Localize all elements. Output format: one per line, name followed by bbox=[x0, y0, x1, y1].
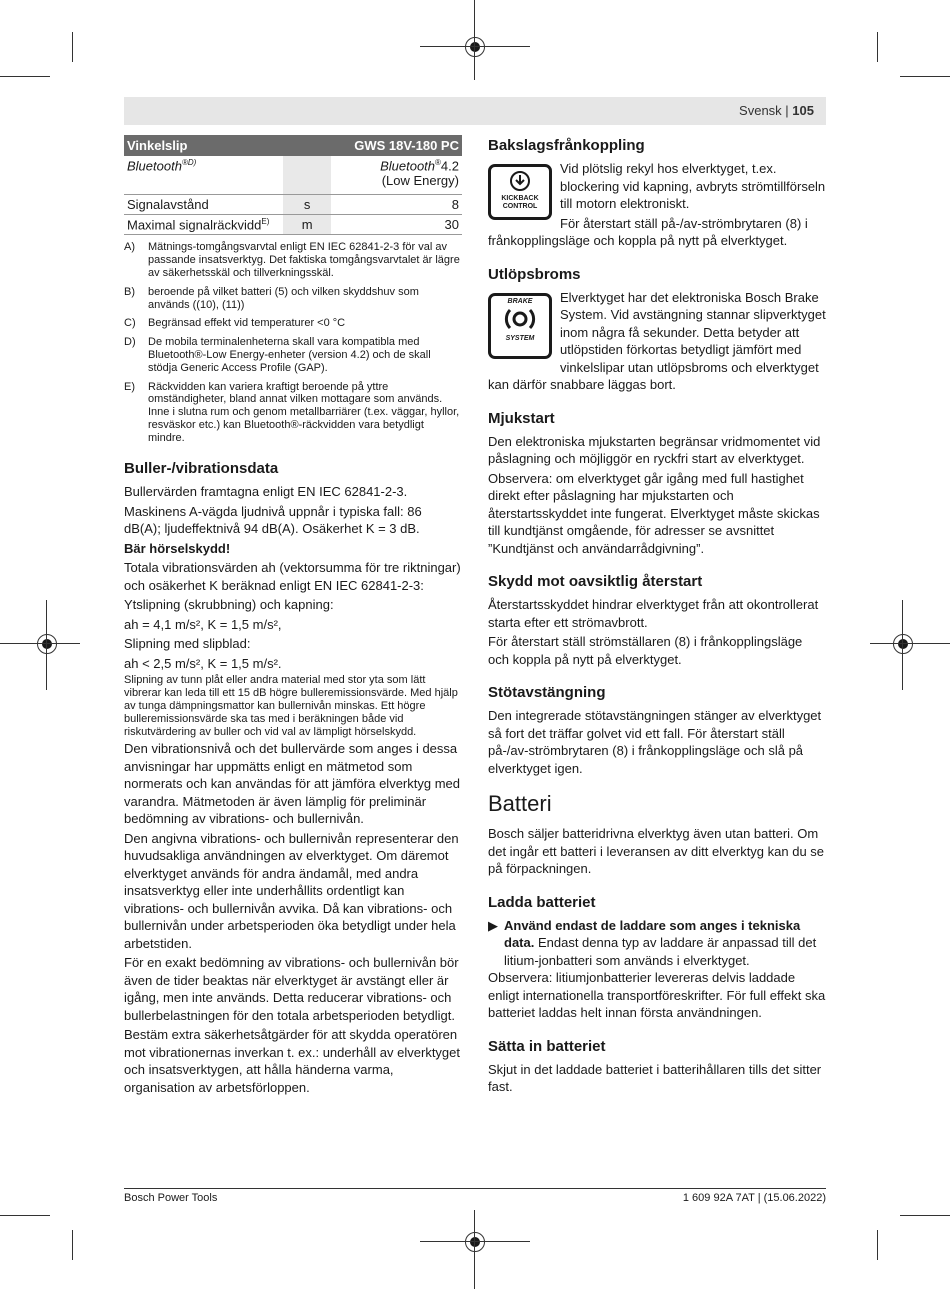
kickback-icon-label: KICKBACK CONTROL bbox=[501, 195, 539, 210]
vibration-value: ah < 2,5 m/s², K = 1,5 m/s². bbox=[124, 655, 282, 671]
paragraph: Totala vibrationsvärden ah (vektorsumma för tre riktningar) och osäkerhet K beräknad enligt EN IEC 62841-2-3: bbox=[124, 560, 461, 593]
spec-label: Maximal signalräckvidd$^{E)}$ bbox=[124, 215, 283, 235]
crop-line bbox=[0, 1215, 50, 1216]
footnote-text: Mätnings-tomgångsvarvtal enligt EN IEC 62841-2-3 för val av passande insatsverktyg. Det faktiska tomgångsvarvtalet är lägre av säkerhetsskäl och tillverkningsskäl. bbox=[148, 241, 460, 279]
spec-table bbox=[124, 135, 462, 235]
footnote bbox=[124, 336, 462, 374]
crop-line bbox=[420, 1241, 530, 1242]
chapter-heading-battery: Batteri bbox=[488, 791, 552, 816]
table-row bbox=[124, 156, 462, 195]
section-heading-brake: Utlöpsbroms bbox=[488, 265, 581, 283]
registration-mark-left bbox=[37, 634, 57, 654]
crop-line bbox=[877, 32, 878, 62]
paragraph: Skjut in det laddade batteriet i batterihållaren tills det sitter fast. bbox=[488, 1061, 822, 1094]
crop-line bbox=[72, 1230, 73, 1260]
paragraph: Bosch säljer batteridrivna elverktyg även utan batteri. Om det ingår ett batteri i leveransen av ditt elverktyg kan du se på förpackningen. bbox=[488, 826, 825, 876]
spec-header-label: Vinkelslip bbox=[124, 135, 331, 156]
spec-unit bbox=[283, 156, 331, 195]
paragraph: Återstartsskyddet hindrar elverktyget från att okontrollerat starta efter ett strömavbrott. bbox=[488, 597, 819, 630]
paragraph: Bullervärden framtagna enligt EN IEC 62841-2-3. bbox=[124, 484, 408, 500]
paragraph: Den integrerade stötavstängningen stänger av elverktyget så fort det träffar golvet vid ett fall. För återstart ställ på-/av-strömbrytaren (8) i frånkopplingsläge och slå på elverktyget igen. bbox=[488, 708, 822, 776]
footnote bbox=[124, 317, 462, 330]
kickback-section bbox=[488, 160, 826, 250]
brake-icon-label-bottom: SYSTEM bbox=[505, 334, 535, 342]
vibration-value: ah = 4,1 m/s², K = 1,5 m/s², bbox=[124, 616, 282, 632]
crop-line bbox=[474, 1210, 475, 1289]
spec-value: Bluetooth®4.2 (Low Energy) bbox=[343, 156, 462, 195]
spec-value: 30 bbox=[343, 215, 462, 235]
spec-label: Signalavstånd bbox=[124, 195, 283, 215]
paragraph: Ytslipning (skrubbning) och kapning: bbox=[124, 597, 334, 613]
paragraph: Bestäm extra säkerhetsåtgärder för att skydda operatören mot vibrationernas inverkan t. ex.: underhåll av elverktyget och insatsverktygen, att hålla händerna varma, organisation av arbetsförloppen. bbox=[124, 1027, 461, 1095]
footnote-key: D) bbox=[124, 336, 136, 349]
footnote-key: E) bbox=[124, 380, 135, 393]
spec-label: Bluetooth$^{®D)}$ bbox=[124, 156, 283, 195]
footer-publisher: Bosch Power Tools bbox=[124, 1192, 218, 1204]
spec-table-header bbox=[124, 135, 462, 156]
brake-section bbox=[488, 289, 826, 394]
kickback-control-icon bbox=[488, 164, 552, 220]
triangle-bullet-icon: ▶ bbox=[488, 917, 498, 933]
page-header-label: Svensk | 105 bbox=[739, 103, 814, 118]
table-row bbox=[124, 195, 462, 215]
table-footnotes bbox=[124, 241, 462, 444]
section-heading-insert: Sätta in batteriet bbox=[488, 1037, 606, 1055]
list-item bbox=[488, 917, 826, 970]
crop-line bbox=[0, 643, 80, 644]
brake-system-icon bbox=[488, 293, 552, 359]
crop-line bbox=[0, 76, 50, 77]
section-heading-softstart: Mjukstart bbox=[488, 409, 555, 427]
section-heading-charge: Ladda batteriet bbox=[488, 893, 596, 911]
registration-mark-bottom bbox=[465, 1232, 485, 1252]
table-row bbox=[124, 215, 462, 235]
paragraph: Slipning med slipblad: bbox=[124, 636, 251, 652]
footnote-key: C) bbox=[124, 317, 136, 330]
section-heading-restart: Skydd mot oavsiktlig återstart bbox=[488, 573, 703, 590]
section-heading-shock: Stötavstängning bbox=[488, 684, 606, 701]
spec-unit: m bbox=[283, 215, 331, 235]
footer-docnumber: 1 609 92A 7AT | (15.06.2022) bbox=[682, 1192, 826, 1204]
footnote bbox=[124, 286, 462, 312]
page-number: 105 bbox=[792, 103, 814, 118]
paragraph: Maskinens A-vägda ljudnivå uppnår i typiska fall: 86 dB(A); ljudeffektnivå 94 dB(A). Osäkerhet K = 3 dB. bbox=[124, 503, 422, 537]
paragraph: Den vibrationsnivå och det bullervärde som anges i dessa anvisningar har uppmätts enligt en mätmetod som normerats och kan användas för att jämföra elverktyg med varandra. Mätmetoden är även lämplig för preliminär bedömning av vibrations- och bullernivån. bbox=[124, 741, 460, 827]
spec-value: 8 bbox=[343, 195, 462, 215]
spec-unit: s bbox=[283, 195, 331, 215]
footnote-text: Begränsad effekt vid temperaturer <0 °C bbox=[148, 317, 346, 330]
footnote-key: A) bbox=[124, 241, 135, 254]
crop-line bbox=[474, 0, 475, 80]
spec-header-model: GWS 18V-180 PC bbox=[343, 135, 462, 156]
bullet-text: Endast denna typ av laddare är anpassad till det litium-jonbatteri som används i elverktyget. bbox=[504, 935, 817, 968]
crop-line bbox=[870, 643, 950, 644]
crop-line bbox=[900, 1215, 950, 1216]
paragraph: Den elektroniska mjukstarten begränsar vridmomentet vid påslagning och möjliggör en ryckfri start av elverktyget. bbox=[488, 433, 821, 466]
footnote-text: beroende på vilket batteri (5) och vilken skyddshuv som används ((10), (11)) bbox=[148, 285, 419, 311]
paragraph: Elverktyget har det elektroniska Bosch Brake System. Vid avstängning stannar slipverktyget inom några få sekunder. Detta betyder att utlöpstiden förkortas betydligt jämfört med vinkelslipar utan utlöpsbroms och elverktyget kan därför snabbare läggas bort. bbox=[488, 289, 826, 392]
paragraph: Observera: litiumjonbatterier levereras delvis laddade enligt internationella transportföreskrifter. För full effekt ska batteriet laddas helt innan första användningen. bbox=[488, 970, 826, 1020]
paragraph: För återstart ställ på-/av-strömbrytaren (8) i frånkopplingsläge och koppla på nytt på elverktyget. bbox=[488, 215, 808, 248]
crop-line bbox=[420, 46, 530, 47]
crop-line bbox=[902, 600, 903, 690]
page-header bbox=[124, 97, 826, 125]
footnote-text: Räckvidden kan variera kraftigt beroende på yttre omständigheter, bland annat vilken mottagare som används. Inne i slutna rum och genom metallbarriärer (t.ex. väggar, hyllor, resväskor etc.) kan Bluetooth®-räckvidden vara betydligt mindre. bbox=[148, 380, 460, 444]
brake-icon-label-top: BRAKE bbox=[507, 297, 533, 305]
paragraph: Observera: om elverktyget går igång med full hastighet direkt efter påslagning har mjukstarten och återstartsskyddet inte fungerat. Elverktyget måste skickas till kundtjänst omgående, för adresser se avsnittet ”Kundtjänst och användarrådgivning”. bbox=[488, 470, 820, 556]
footnote-text: De mobila terminalenheterna skall vara kompatibla med Bluetooth®-Low Energy-enheter (version 4.2) och de skall stödja Generic Access Profile (GAP). bbox=[148, 336, 431, 374]
footnote-key: B) bbox=[124, 285, 135, 298]
section-heading-noise: Buller-/vibrationsdata bbox=[124, 460, 279, 478]
registration-mark-right bbox=[893, 634, 913, 654]
left-column bbox=[124, 135, 462, 1098]
crop-line bbox=[46, 600, 47, 690]
crop-line bbox=[72, 32, 73, 62]
language-label: Svensk bbox=[739, 103, 782, 118]
crop-line bbox=[900, 76, 950, 77]
right-column bbox=[488, 135, 826, 1098]
bullet-bold-text: Använd endast de laddare som anges i tekniska data. bbox=[504, 917, 801, 950]
footer-divider bbox=[124, 1188, 826, 1189]
paragraph: För en exakt bedömning av vibrations- och bullernivån bör även de tider beaktas när elverktyget är avstängt eller är igång, men inte används. Detta reducerar vibrations- och bullerbelastningen för den totala arbetsperioden betydligt. bbox=[124, 955, 459, 1023]
paragraph: Den angivna vibrations- och bullernivån representerar den huvudsakliga användningen av elverktyget. Om däremot elverktyget används för andra ändamål, med andra insatsverktyg eller inte underhållits ordentligt kan vibrations- och bullernivån avvika. Då kan vibrations- och bullernivån under arbetsperioden öka betydligt under hela arbetstiden. bbox=[124, 830, 459, 951]
footnote bbox=[124, 241, 462, 279]
footnote bbox=[124, 381, 462, 445]
warning-text: Bär hörselskydd! bbox=[124, 540, 231, 556]
paragraph: Vid plötslig rekyl hos elverktyget, t.ex. blockering vid kapning, avbryts strömtillförseln till motorn elektroniskt. bbox=[560, 161, 826, 211]
section-heading-kickback: Bakslagsfrånkoppling bbox=[488, 137, 645, 154]
paragraph-small: Slipning av tunn plåt eller andra material med stor yta som lätt vibrerar kan leda till ett 15 dB högre bulleremissionsvärde. Med hjälp av tunga dämpningsmattor kan bullernivån minskas. Ett högre bulleremissionsvärde ska tas med i beräkningen både vid riskutvärdering av buller och vid val av lämpligt hörselskydd. bbox=[124, 674, 458, 738]
paragraph: För återstart ställ strömställaren (8) i frånkopplingsläge och koppla på nytt på elverktyget. bbox=[488, 634, 803, 667]
crop-line bbox=[877, 1230, 878, 1260]
registration-mark-top bbox=[465, 37, 485, 57]
